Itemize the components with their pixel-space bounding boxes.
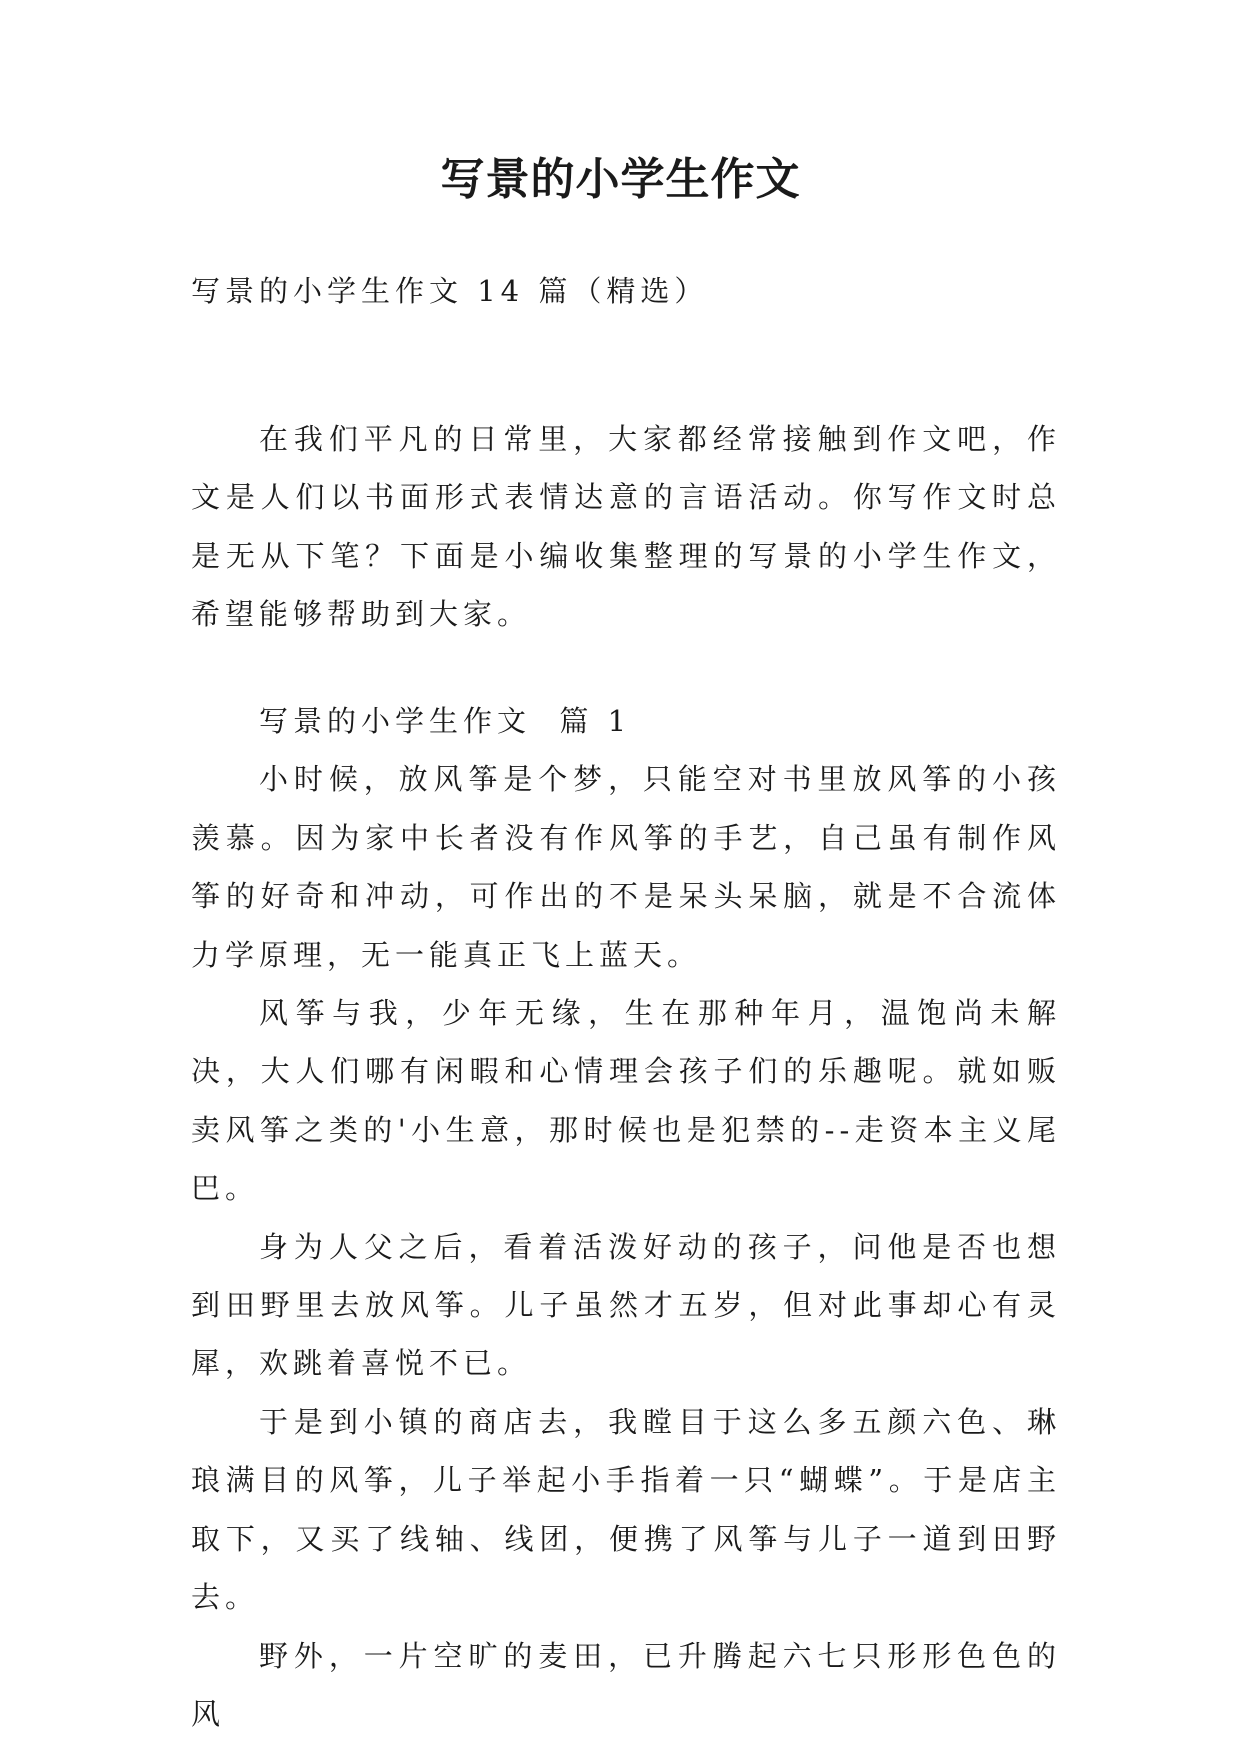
document-subtitle: 写景的小学生作文 14 篇（精选） (191, 274, 709, 308)
essay-paragraph: 身为人父之后，看着活泼好动的孩子，问他是否也想到田野里去放风筝。儿子虽然才五岁，但对此事却心有灵犀，欢跳着喜悦不已。 (191, 1229, 1061, 1381)
document-title: 写景的小学生作文 (440, 154, 801, 205)
essay-paragraph: 于是到小镇的商店去，我瞠目于这么多五颜六色、琳琅满目的风筝，儿子举起小手指着一只“蝴蝶”。于是店主取下，又买了线轴、线团，便携了风筝与儿子一道到田野去。 (191, 1404, 1061, 1615)
intro-paragraph: 在我们平凡的日常里，大家都经常接触到作文吧，作文是人们以书面形式表情达意的言语活动。你写作文时总是无从下笔？下面是小编收集整理的写景的小学生作文，希望能够帮助到大家。 (191, 422, 1061, 632)
essay-paragraph: 风筝与我，少年无缘，生在那种年月，温饱尚未解决，大人们哪有闲暇和心情理会孩子们的乐趣呢。就如贩卖风筝之类的'小生意，那时候也是犯禁的--走资本主义尾巴。 (191, 996, 1061, 1206)
essay-paragraph: 小时候，放风筝是个梦，只能空对书里放风筝的小孩羡慕。因为家中长者没有作风筝的手艺，自己虽有制作风筝的好奇和冲动，可作出的不是呆头呆脑，就是不合流体力学原理，无一能真正飞上蓝天。 (191, 762, 1061, 972)
essay-section (191, 692, 1061, 1743)
section-heading: 写景的小学生作文 篇 1 (259, 704, 632, 738)
essay-paragraph: 野外，一片空旷的麦田，已升腾起六七只形形色色的风 (191, 1638, 1061, 1731)
